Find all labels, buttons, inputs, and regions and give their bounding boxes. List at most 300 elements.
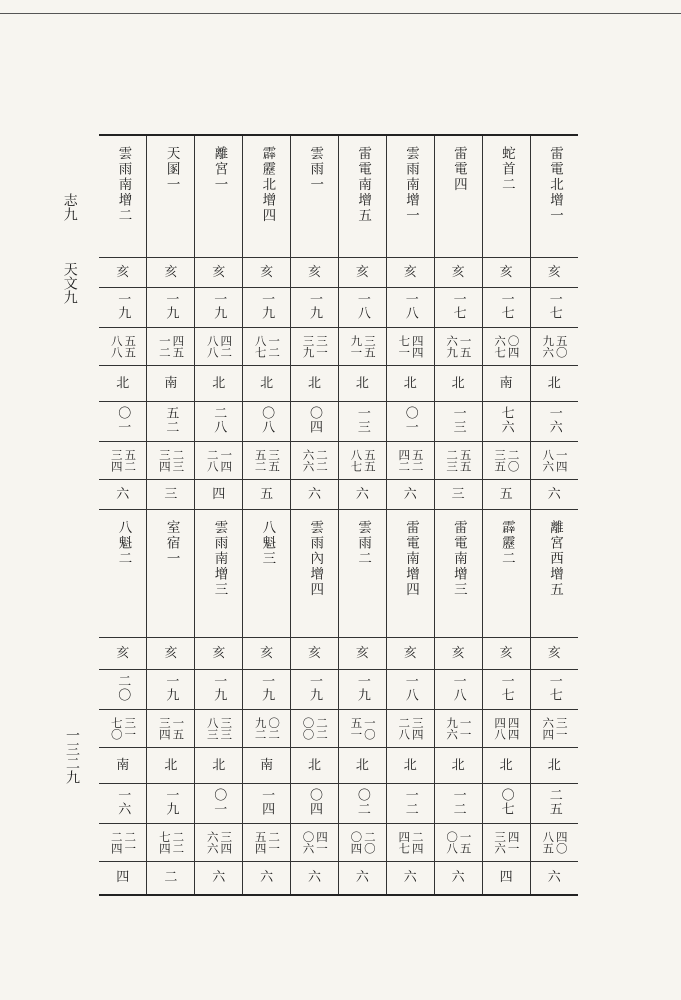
- table-cell: [99, 257, 147, 287]
- cell-value: 一九: [307, 673, 322, 702]
- value-pair: [483, 335, 530, 358]
- table-cell: [243, 747, 291, 783]
- table-cell: [530, 287, 578, 327]
- pair-value: 三四: [219, 830, 234, 854]
- table-cell: [338, 257, 386, 287]
- pair-value: 八八: [205, 334, 220, 358]
- value-pair: [531, 335, 578, 358]
- table-cell: [386, 669, 434, 709]
- upper-row-name: [99, 135, 578, 257]
- star-name: 雲雨二: [355, 519, 372, 566]
- table-cell: [386, 135, 434, 257]
- upper-row-n5: [99, 479, 578, 509]
- cell-value: 二五: [546, 787, 562, 816]
- cell-value: 六: [355, 486, 369, 502]
- pair-value: 八三: [205, 716, 220, 740]
- cell-value: 亥: [308, 264, 322, 280]
- value-pair: [483, 717, 530, 740]
- cell-value: 一八: [402, 291, 418, 320]
- table-cell: [147, 637, 195, 669]
- cell-value: 一九: [354, 673, 370, 702]
- value-pair: [147, 449, 194, 472]
- table-cell: [482, 509, 530, 637]
- cell-value: 四: [116, 870, 130, 886]
- star-name: 八魁二: [115, 519, 132, 566]
- pair-value: 五五: [458, 448, 473, 472]
- table-cell: [482, 669, 530, 709]
- cell-value: 五: [260, 486, 274, 502]
- pair-value: 七一: [397, 334, 412, 358]
- table-cell: [530, 783, 578, 823]
- pair-value: 三一: [315, 334, 329, 358]
- cell-value: 二: [164, 870, 178, 886]
- pair-value: 二一: [267, 830, 282, 854]
- top-rule: [0, 13, 681, 14]
- value-pair: [531, 717, 578, 740]
- pair-value: 〇〇: [301, 716, 316, 740]
- table-cell: [434, 861, 482, 895]
- pair-value: 八五: [541, 830, 556, 854]
- pair-value: 二〇: [362, 830, 377, 854]
- cell-value: 一七: [450, 291, 466, 320]
- cell-value: 亥: [308, 645, 322, 661]
- cell-value: 亥: [499, 264, 513, 280]
- star-table: [99, 134, 578, 896]
- table-cell: [195, 441, 243, 479]
- table-cell: [386, 441, 434, 479]
- cell-value: 北: [212, 757, 226, 773]
- table-cell: [291, 135, 339, 257]
- table-cell: [243, 709, 291, 747]
- pair-value: 二二: [315, 448, 329, 472]
- pair-value: 九一: [349, 334, 364, 358]
- table-cell: [147, 861, 195, 895]
- star-name: 雲雨內增四: [307, 519, 324, 597]
- cell-value: 六: [403, 486, 417, 502]
- star-name: 雲雨南增三: [211, 519, 228, 597]
- cell-value: 一七: [546, 291, 562, 320]
- star-name: 雷電北增一: [547, 146, 563, 224]
- pair-value: 六四: [541, 716, 556, 740]
- cell-value: 一九: [307, 291, 322, 320]
- pair-value: 九六: [445, 716, 460, 740]
- table-cell: [434, 669, 482, 709]
- pair-value: 〇四: [349, 830, 364, 854]
- table-cell: [195, 509, 243, 637]
- lower-row-n3: [99, 783, 578, 823]
- cell-value: 亥: [260, 264, 274, 280]
- table-cell: [482, 823, 530, 861]
- value-pair: [195, 831, 242, 854]
- cell-value: 北: [260, 375, 274, 391]
- table-cell: [243, 861, 291, 895]
- cell-value: 一九: [163, 673, 179, 702]
- cell-value: 一九: [259, 673, 275, 702]
- cell-value: 四: [212, 486, 226, 502]
- cell-value: 〇二: [354, 787, 370, 816]
- table-cell: [99, 823, 147, 861]
- cell-value: 北: [547, 757, 561, 773]
- pair-value: 三四: [410, 716, 425, 740]
- cell-value: 南: [260, 757, 274, 773]
- star-name: 雷電南增三: [450, 519, 467, 597]
- table-cell: [99, 327, 147, 365]
- cell-value: 北: [308, 757, 322, 773]
- cell-value: 三: [164, 486, 178, 502]
- cell-value: 亥: [116, 264, 130, 280]
- pair-value: 五五: [123, 334, 138, 358]
- cell-value: 亥: [164, 645, 178, 661]
- value-pair: [243, 717, 290, 740]
- pair-value: 八六: [541, 448, 556, 472]
- table-cell: [338, 747, 386, 783]
- cell-value: 七六: [498, 405, 514, 434]
- cell-value: 一九: [211, 291, 227, 320]
- value-pair: [435, 831, 482, 854]
- cell-value: 六: [547, 870, 561, 886]
- pair-value: 五五: [362, 448, 377, 472]
- pair-value: 一五: [458, 334, 473, 358]
- table-cell: [243, 327, 291, 365]
- value-pair: [243, 335, 290, 358]
- table-cell: [338, 637, 386, 669]
- table-cell: [291, 709, 339, 747]
- table-cell: [434, 365, 482, 401]
- table-cell: [147, 509, 195, 637]
- table-cell: [99, 509, 147, 637]
- table-cell: [291, 441, 339, 479]
- pair-value: 三四: [157, 448, 172, 472]
- table-cell: [147, 479, 195, 509]
- upper-row-n2: [99, 327, 578, 365]
- cell-value: 三: [451, 486, 465, 502]
- cell-value: 五: [499, 486, 513, 502]
- cell-value: 一六: [546, 405, 562, 434]
- table-cell: [482, 709, 530, 747]
- star-name: 雷電四: [450, 146, 467, 193]
- cell-value: 一二: [450, 787, 466, 816]
- table-cell: [291, 823, 339, 861]
- value-pair: [291, 449, 338, 472]
- cell-value: 亥: [403, 264, 417, 280]
- cell-value: 六: [116, 486, 130, 502]
- table-cell: [99, 747, 147, 783]
- value-pair: [99, 831, 146, 854]
- table-cell: [291, 861, 339, 895]
- table-cell: [338, 441, 386, 479]
- table-cell: [530, 823, 578, 861]
- pair-value: 二一: [123, 830, 138, 854]
- star-name: 雷電南增四: [403, 519, 420, 597]
- pair-value: 六九: [445, 334, 460, 358]
- table-cell: [195, 135, 243, 257]
- star-name: 離宮一: [211, 146, 228, 193]
- table-cell: [482, 783, 530, 823]
- pair-value: 五二: [253, 448, 268, 472]
- cell-value: 南: [164, 375, 178, 391]
- lower-row-n5: [99, 861, 578, 895]
- pair-value: 二〇: [506, 448, 521, 472]
- table-cell: [338, 287, 386, 327]
- table-cell: [243, 637, 291, 669]
- pair-value: 六六: [301, 448, 316, 472]
- upper-row-n4: [99, 441, 578, 479]
- table-cell: [243, 823, 291, 861]
- table-cell: [99, 709, 147, 747]
- pair-value: 一五: [171, 716, 186, 740]
- cell-value: 北: [451, 375, 465, 391]
- table-cell: [386, 637, 434, 669]
- cell-value: 亥: [403, 645, 417, 661]
- table-cell: [434, 509, 482, 637]
- cell-value: 〇一: [211, 787, 227, 816]
- cell-value: 一四: [259, 787, 275, 816]
- table-cell: [291, 669, 339, 709]
- pair-value: 五二: [123, 448, 138, 472]
- table-cell: [291, 257, 339, 287]
- pair-value: 八七: [253, 334, 268, 358]
- table-cell: [243, 287, 291, 327]
- cell-value: 〇一: [402, 405, 418, 434]
- lower-row-name: [99, 509, 578, 637]
- table-cell: [243, 669, 291, 709]
- table-cell: [243, 257, 291, 287]
- table-cell: [338, 135, 386, 257]
- cell-value: 南: [499, 375, 513, 391]
- lower-row-n1: [99, 669, 578, 709]
- table-cell: [530, 509, 578, 637]
- value-pair: [387, 449, 434, 472]
- table-cell: [482, 747, 530, 783]
- table-cell: [195, 479, 243, 509]
- cell-value: 南: [116, 757, 130, 773]
- table-cell: [482, 135, 530, 257]
- table-cell: [195, 327, 243, 365]
- pair-value: 六七: [493, 334, 508, 358]
- star-name: 八魁三: [259, 519, 276, 566]
- table-cell: [147, 709, 195, 747]
- table-cell: [195, 783, 243, 823]
- table-cell: [147, 257, 195, 287]
- value-pair: [531, 449, 578, 472]
- cell-value: 一九: [211, 673, 227, 702]
- table-cell: [243, 509, 291, 637]
- value-pair: [339, 717, 386, 740]
- pair-value: 一四: [554, 448, 569, 472]
- table-cell: [482, 365, 530, 401]
- table-cell: [530, 257, 578, 287]
- value-pair: [291, 717, 338, 740]
- table-cell: [434, 135, 482, 257]
- page-number: 一三二九: [64, 728, 80, 784]
- value-pair: [195, 335, 242, 358]
- star-name: 室宿一: [163, 519, 180, 566]
- pair-value: 九二: [253, 716, 268, 740]
- pair-value: 五二: [410, 448, 425, 472]
- pair-value: 三五: [267, 448, 282, 472]
- pair-value: 三三: [219, 716, 234, 740]
- table-cell: [530, 709, 578, 747]
- table-cell: [530, 401, 578, 441]
- table-cell: [434, 479, 482, 509]
- table-cell: [195, 669, 243, 709]
- table-cell: [195, 257, 243, 287]
- pair-value: 〇二: [267, 716, 282, 740]
- pair-value: 八七: [349, 448, 364, 472]
- table-cell: [99, 637, 147, 669]
- table-cell: [147, 401, 195, 441]
- cell-value: 四: [499, 870, 513, 886]
- pair-value: 〇六: [301, 830, 316, 854]
- pair-value: 五四: [253, 830, 268, 854]
- table-cell: [338, 401, 386, 441]
- table-cell: [195, 747, 243, 783]
- table-cell: [434, 823, 482, 861]
- value-pair: [387, 717, 434, 740]
- cell-value: 亥: [547, 264, 561, 280]
- table-cell: [386, 479, 434, 509]
- star-name: 霹靂二: [498, 519, 515, 566]
- lower-row-n2: [99, 709, 578, 747]
- lower-row-d: [99, 637, 578, 669]
- table-cell: [147, 441, 195, 479]
- table-cell: [243, 135, 291, 257]
- table-cell: [482, 257, 530, 287]
- pair-value: 四二: [397, 448, 412, 472]
- table-cell: [386, 287, 434, 327]
- cell-value: 北: [547, 375, 561, 391]
- pair-value: 一五: [458, 830, 473, 854]
- star-name: 霹靂北增四: [259, 146, 276, 224]
- table-cell: [243, 479, 291, 509]
- table-cell: [99, 135, 147, 257]
- upper-row-dir: [99, 365, 578, 401]
- pair-value: 四一: [506, 830, 521, 854]
- pair-value: 七〇: [109, 716, 124, 740]
- table-cell: [386, 327, 434, 365]
- cell-value: 北: [451, 757, 465, 773]
- pair-value: 七四: [157, 830, 172, 854]
- pair-value: 二四: [109, 830, 124, 854]
- table-cell: [386, 365, 434, 401]
- cell-value: 北: [499, 757, 513, 773]
- pair-value: 四二: [219, 334, 234, 358]
- table-cell: [434, 287, 482, 327]
- pair-value: 六六: [205, 830, 220, 854]
- table-cell: [243, 401, 291, 441]
- pair-value: 三五: [493, 448, 508, 472]
- pair-value: 三九: [301, 334, 316, 358]
- table-cell: [291, 783, 339, 823]
- pair-value: 四七: [397, 830, 412, 854]
- value-pair: [147, 335, 194, 358]
- table-cell: [386, 747, 434, 783]
- pair-value: 四五: [171, 334, 186, 358]
- pair-value: 一四: [219, 448, 234, 472]
- value-pair: [99, 335, 146, 358]
- table-cell: [338, 823, 386, 861]
- table-cell: [243, 783, 291, 823]
- value-pair: [243, 831, 290, 854]
- table-cell: [386, 861, 434, 895]
- star-name: 天圂一: [163, 146, 180, 193]
- table-cell: [195, 401, 243, 441]
- table-cell: [99, 441, 147, 479]
- table-cell: [147, 783, 195, 823]
- table-cell: [291, 637, 339, 669]
- pair-value: 一二: [267, 334, 282, 358]
- value-pair: [387, 335, 434, 358]
- table-cell: [243, 441, 291, 479]
- table-cell: [434, 637, 482, 669]
- cell-value: 六: [212, 870, 226, 886]
- cell-value: 亥: [355, 264, 369, 280]
- value-pair: [339, 335, 386, 358]
- cell-value: 北: [403, 757, 417, 773]
- table-cell: [195, 287, 243, 327]
- cell-value: 二〇: [115, 673, 131, 702]
- pair-value: 一〇: [362, 716, 377, 740]
- table-cell: [434, 783, 482, 823]
- table-cell: [482, 861, 530, 895]
- table-cell: [482, 441, 530, 479]
- table-cell: [195, 861, 243, 895]
- value-pair: [195, 717, 242, 740]
- value-pair: [339, 449, 386, 472]
- cell-value: 〇四: [307, 405, 322, 434]
- table-cell: [434, 401, 482, 441]
- pair-value: 三一: [123, 716, 138, 740]
- table-cell: [482, 401, 530, 441]
- table-cell: [530, 441, 578, 479]
- pair-value: 四四: [410, 334, 425, 358]
- cell-value: 一八: [450, 673, 466, 702]
- chapter-label: 志九: [61, 193, 78, 221]
- pair-value: 二三: [171, 448, 186, 472]
- cell-value: 六: [355, 870, 369, 886]
- cell-value: 一九: [259, 291, 275, 320]
- table-cell: [195, 823, 243, 861]
- table-cell: [530, 861, 578, 895]
- cell-value: 六: [403, 870, 417, 886]
- cell-value: 亥: [547, 645, 561, 661]
- cell-value: 北: [355, 375, 369, 391]
- cell-value: 〇八: [259, 405, 275, 434]
- pair-value: 一二: [157, 334, 172, 358]
- cell-value: 亥: [451, 645, 465, 661]
- table-cell: [99, 861, 147, 895]
- cell-value: 二八: [211, 405, 227, 434]
- pair-value: 〇四: [506, 334, 521, 358]
- pair-value: 三五: [362, 334, 377, 358]
- pair-value: 四八: [493, 716, 508, 740]
- table-cell: [482, 327, 530, 365]
- star-name: 雲雨南增二: [115, 146, 132, 224]
- pair-value: 五〇: [554, 334, 569, 358]
- upper-row-n3: [99, 401, 578, 441]
- cell-value: 一二: [402, 787, 418, 816]
- value-pair: [435, 449, 482, 472]
- lower-row-n4: [99, 823, 578, 861]
- cell-value: 亥: [212, 645, 226, 661]
- pair-value: 四四: [506, 716, 521, 740]
- value-pair: [291, 335, 338, 358]
- table-cell: [99, 783, 147, 823]
- pair-value: 一一: [458, 716, 473, 740]
- table-cell: [147, 287, 195, 327]
- table-cell: [147, 135, 195, 257]
- table-cell: [147, 669, 195, 709]
